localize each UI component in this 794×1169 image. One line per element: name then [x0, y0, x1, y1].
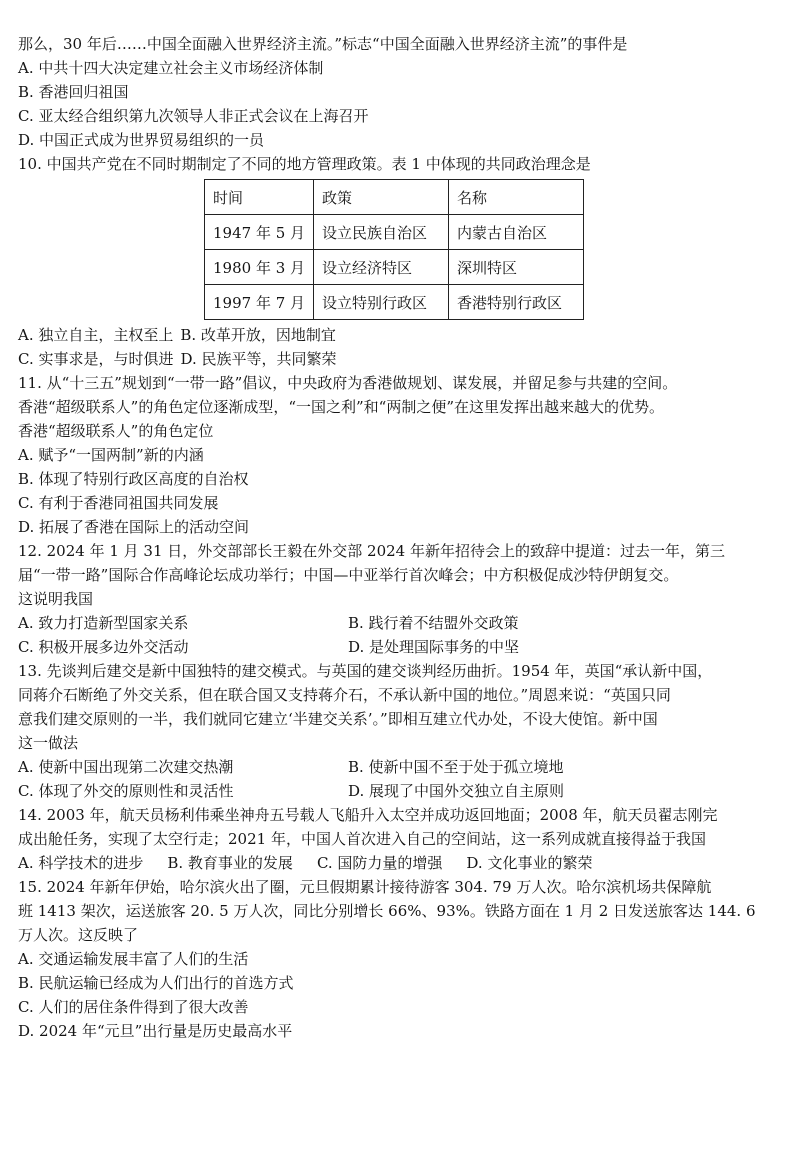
- table-header-row: [205, 180, 584, 215]
- q10-option-d: D. 民族平等，共同繁荣: [180, 350, 337, 368]
- q12-option-a: A. 致力打造新型国家关系: [18, 614, 189, 632]
- q15-stem-line: 万人次。这反映了: [18, 926, 139, 944]
- q14-stem-line: 14. 2003 年，航天员杨利伟乘坐神舟五号载人飞船升入太空并成功返回地面；2008 年，航天员翟志刚完: [18, 806, 718, 824]
- table-header-cell: 名称: [449, 180, 584, 215]
- policy-table: [204, 179, 584, 320]
- table-cell: 内蒙古自治区: [449, 215, 584, 250]
- q12-options-row-2: [18, 635, 780, 659]
- table-row: [205, 250, 584, 285]
- q11-option-a: A. 赋予“一国两制”新的内涵: [18, 446, 204, 464]
- q11-option-c: C. 有利于香港同祖国共同发展: [18, 494, 219, 512]
- q15-option-c: C. 人们的居住条件得到了很大改善: [18, 998, 249, 1016]
- table-cell: 设立经济特区: [314, 250, 449, 285]
- q14-option-a: A. 科学技术的进步: [18, 854, 144, 872]
- table-header-cell: 政策: [314, 180, 449, 215]
- q14-option-c: C. 国防力量的增强: [316, 854, 443, 872]
- q13-stem-line: 13. 先谈判后建交是新中国独特的建交模式。与英国的建交谈判经历曲折。1954 年，英国“承认新中国，: [18, 662, 713, 680]
- q10-stem: 10. 中国共产党在不同时期制定了不同的地方管理政策。表 1 中体现的共同政治理念是: [18, 155, 591, 173]
- q12-options-row-1: [18, 611, 780, 635]
- q15-option-b: B. 民航运输已经成为人们出行的首选方式: [18, 974, 294, 992]
- q13-options-row-2: [18, 779, 780, 803]
- q10-option-a: A. 独立自主，主权至上: [18, 326, 174, 344]
- q13-option-a: A. 使新中国出现第二次建交热潮: [18, 758, 234, 776]
- q13-stem-line: 同蒋介石断绝了外交关系，但在联合国又支持蒋介石，不承认新中国的地位。”周恩来说：“英国只同: [18, 686, 671, 704]
- q12-stem-line: 12. 2024 年 1 月 31 日，外交部部长王毅在外交部 2024 年新年招待会上的致辞中提道：过去一年，第三: [18, 542, 725, 560]
- q11-option-d: D. 拓展了香港在国际上的活动空间: [18, 518, 250, 536]
- q9-option-a: A. 中共十四大决定建立社会主义市场经济体制: [18, 59, 324, 77]
- q15-stem-line: 15. 2024 年新年伊始，哈尔滨火出了圈，元旦假期累计接待游客 304. 79 万人次。哈尔滨机场共保障航: [18, 878, 712, 896]
- table-cell: 设立民族自治区: [314, 215, 449, 250]
- table-cell: 香港特别行政区: [449, 285, 584, 320]
- q9-option-c: C. 亚太经合组织第九次领导人非正式会议在上海召开: [18, 107, 369, 125]
- q13-option-d: D. 展现了中国外交独立自主原则: [348, 782, 565, 800]
- table-row: [205, 285, 584, 320]
- q14-option-d: D. 文化事业的繁荣: [466, 854, 593, 872]
- q12-stem-line: 届“一带一路”国际合作高峰论坛成功举行；中国—中亚举行首次峰会；中方积极促成沙特伊朗复交。: [18, 566, 679, 584]
- q11-stem-line: 11. 从“十三五”规划到“一带一路”倡议，中央政府为香港做规划、谋发展，并留足参与共建的空间。: [18, 374, 678, 392]
- q13-stem-line: 意我们建交原则的一半，我们就同它建立‘半建交关系’。”即相互建立代办处，不设大使馆。新中国: [18, 710, 658, 728]
- q11-stem-line: 香港“超级联系人”的角色定位: [18, 422, 214, 440]
- q14-options-row: [18, 851, 780, 875]
- table-cell: 1997 年 7 月: [205, 285, 314, 320]
- table-header-cell: 时间: [205, 180, 314, 215]
- q13-option-c: C. 体现了外交的原则性和灵活性: [18, 782, 234, 800]
- q10-option-c: C. 实事求是，与时俱进: [18, 350, 174, 368]
- q15-stem-line: 班 1413 架次，运送旅客 20. 5 万人次，同比分别增长 66%、93%。铁路方面在 1 月 2 日发送旅客达 144. 6: [18, 902, 756, 920]
- q12-option-d: D. 是处理国际事务的中坚: [348, 638, 520, 656]
- q10-option-b: B. 改革开放，因地制宜: [180, 326, 336, 344]
- q12-option-c: C. 积极开展多边外交活动: [18, 638, 189, 656]
- q14-option-b: B. 教育事业的发展: [167, 854, 293, 872]
- q11-stem-line: 香港“超级联系人”的角色定位逐渐成型，“一国之利”和“两制之便”在这里发挥出越来越大的优势。: [18, 398, 665, 416]
- q13-stem-line: 这一做法: [18, 734, 79, 752]
- table-cell: 设立特别行政区: [314, 285, 449, 320]
- exam-page: [18, 32, 780, 1043]
- table-row: [205, 215, 584, 250]
- q15-option-d: D. 2024 年“元旦”出行量是历史最高水平: [18, 1022, 293, 1040]
- table-cell: 1947 年 5 月: [205, 215, 314, 250]
- q14-stem-line: 成出舱任务，实现了太空行走；2021 年，中国人首次进入自己的空间站，这一系列成就直接得益于我国: [18, 830, 706, 848]
- q10-options-row-1: [18, 323, 780, 347]
- table-cell: 1980 年 3 月: [205, 250, 314, 285]
- q10-options-row-2: [18, 347, 780, 371]
- q9-stem: 那么，30 年后……中国全面融入世界经济主流。”标志“中国全面融入世界经济主流”的事件是: [18, 35, 628, 53]
- q12-stem-line: 这说明我国: [18, 590, 94, 608]
- q12-option-b: B. 践行着不结盟外交政策: [348, 614, 519, 632]
- q9-option-d: D. 中国正式成为世界贸易组织的一员: [18, 131, 265, 149]
- q11-option-b: B. 体现了特别行政区高度的自治权: [18, 470, 249, 488]
- q13-option-b: B. 使新中国不至于处于孤立境地: [348, 758, 564, 776]
- q9-option-b: B. 香港回归祖国: [18, 83, 129, 101]
- q13-options-row-1: [18, 755, 780, 779]
- q15-option-a: A. 交通运输发展丰富了人们的生活: [18, 950, 249, 968]
- table-cell: 深圳特区: [449, 250, 584, 285]
